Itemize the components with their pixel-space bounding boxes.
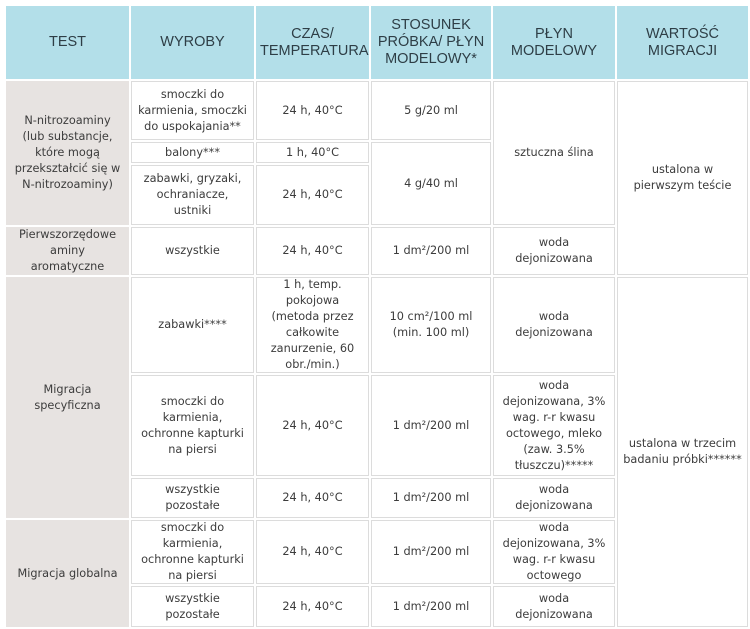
products-cell: zabawki****	[130, 276, 255, 374]
fluid-cell: woda dejonizowana	[492, 585, 616, 628]
ratio-cell: 5 g/20 ml	[370, 80, 492, 141]
fluid-cell: sztuczna ślina	[492, 80, 616, 226]
header-migration-value: WARTOŚĆ MIGRACJI	[616, 5, 749, 80]
header-time-temperature: CZAS/ TEMPERATURA	[255, 5, 370, 80]
time-temp-cell: 24 h, 40°C	[255, 226, 370, 276]
fluid-cell: woda dejonizowana	[492, 276, 616, 374]
time-temp-cell: 24 h, 40°C	[255, 585, 370, 628]
header-products: WYROBY	[130, 5, 255, 80]
group-nitrosamines: N-nitrozoaminy (lub substancje, które mogą przekształcić się w N-nitrozoaminy)	[5, 80, 130, 226]
ratio-cell: 4 g/40 ml	[370, 141, 492, 226]
group-global-migration: Migracja globalna	[5, 519, 130, 628]
ratio-cell: 1 dm²/200 ml	[370, 477, 492, 519]
fluid-cell: woda dejonizowana	[492, 226, 616, 276]
ratio-cell: 1 dm²/200 ml	[370, 585, 492, 628]
migration-value-cell: ustalona w trzecim badaniu próbki******	[616, 276, 749, 628]
products-cell: smoczki do karmienia, smoczki do uspokajania**	[130, 80, 255, 141]
header-simulant-fluid: PŁYN MODELOWY	[492, 5, 616, 80]
ratio-cell: 1 dm²/200 ml	[370, 519, 492, 585]
header-test: TEST	[5, 5, 130, 80]
products-cell: balony***	[130, 141, 255, 164]
products-cell: wszystkie pozostałe	[130, 585, 255, 628]
products-cell: wszystkie pozostałe	[130, 477, 255, 519]
group-specific-migration: Migracja specyficzna	[5, 276, 130, 519]
products-cell: smoczki do karmienia, ochronne kapturki na piersi	[130, 374, 255, 477]
products-cell: wszystkie	[130, 226, 255, 276]
fluid-cell: woda dejonizowana, 3% wag. r-r kwasu octowego, mleko (zaw. 3.5% tłuszczu)*****	[492, 374, 616, 477]
ratio-cell: 1 dm²/200 ml	[370, 374, 492, 477]
ratio-cell: 10 cm²/100 ml (min. 100 ml)	[370, 276, 492, 374]
time-temp-cell: 24 h, 40°C	[255, 164, 370, 226]
fluid-cell: woda dejonizowana, 3% wag. r-r kwasu octowego	[492, 519, 616, 585]
time-temp-cell: 1 h, 40°C	[255, 141, 370, 164]
time-temp-cell: 24 h, 40°C	[255, 374, 370, 477]
header-sample-fluid-ratio: STOSUNEK PRÓBKA/ PŁYN MODELOWY*	[370, 5, 492, 80]
time-temp-cell: 1 h, temp. pokojowa (metoda przez całkowite zanurzenie, 60 obr./min.)	[255, 276, 370, 374]
group-aromatic-amines: Pierwszorzędowe aminy aromatyczne	[5, 226, 130, 276]
migration-test-table	[4, 4, 750, 629]
table-row	[5, 80, 749, 141]
table-row	[5, 276, 749, 374]
time-temp-cell: 24 h, 40°C	[255, 519, 370, 585]
products-cell: smoczki do karmienia, ochronne kapturki na piersi	[130, 519, 255, 585]
time-temp-cell: 24 h, 40°C	[255, 477, 370, 519]
products-cell: zabawki, gryzaki, ochraniacze, ustniki	[130, 164, 255, 226]
fluid-cell: woda dejonizowana	[492, 477, 616, 519]
ratio-cell: 1 dm²/200 ml	[370, 226, 492, 276]
time-temp-cell: 24 h, 40°C	[255, 80, 370, 141]
header-row	[5, 5, 749, 80]
migration-value-cell: ustalona w pierwszym teście	[616, 80, 749, 276]
